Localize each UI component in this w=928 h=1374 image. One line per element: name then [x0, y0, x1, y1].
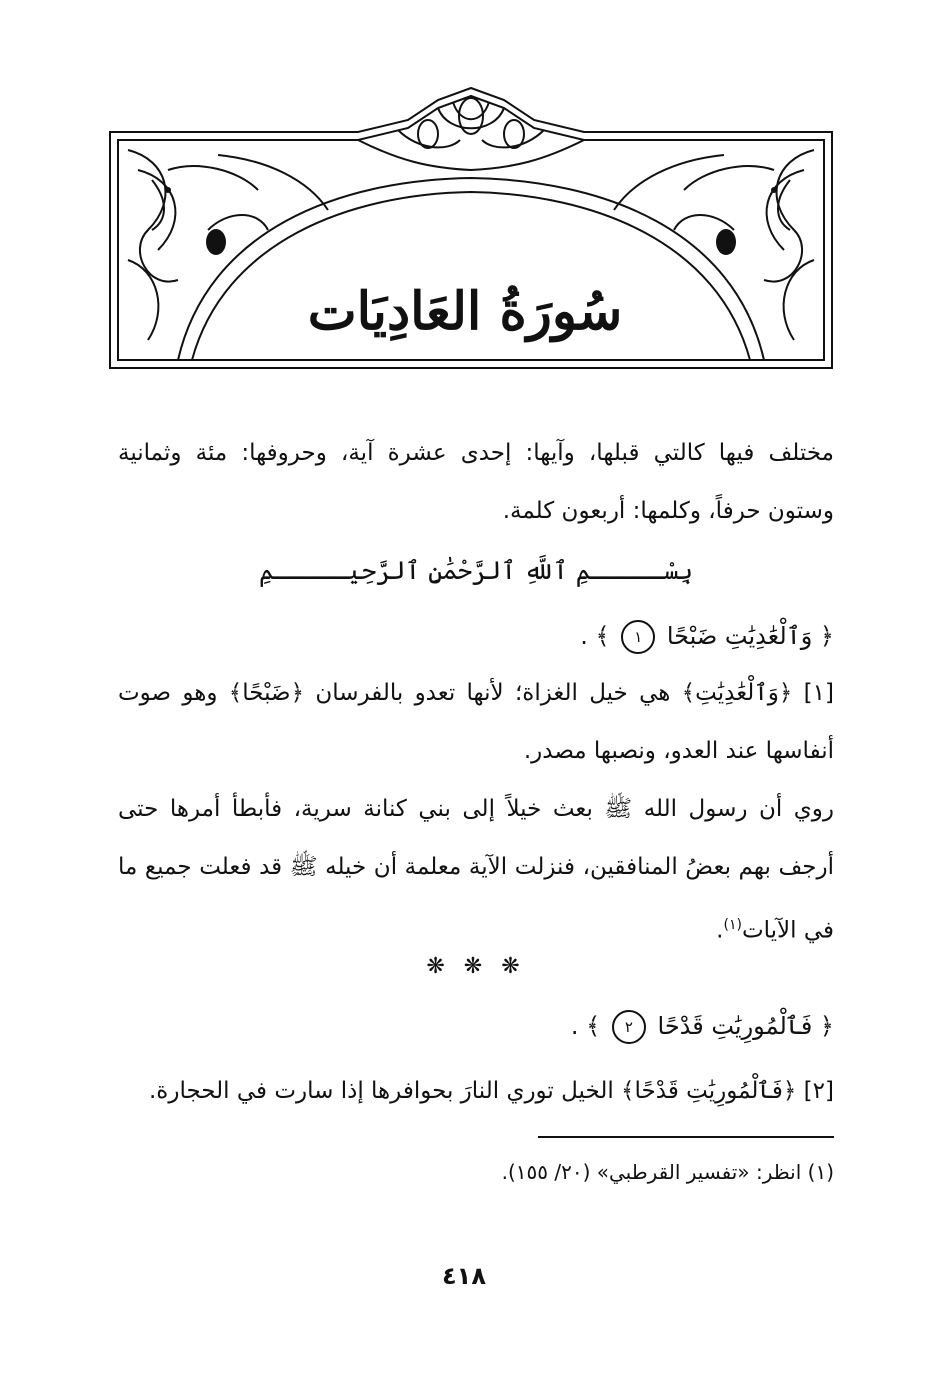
- verse-2: [118, 1010, 834, 1044]
- section-separator: ❋ ❋ ❋: [426, 954, 526, 979]
- footnote: (١) انظر: «تفسير القرطبي» (٢٠/ ١٥٥).: [501, 1160, 834, 1184]
- commentary-2: [٢] ﴿فَٱلْمُورِيَٰتِ قَدْحًا﴾ الخيل توري النارَ بحوافرها إذا سارت في الحجارة.: [148, 1078, 834, 1104]
- narration-end: .: [716, 917, 724, 944]
- basmala: بِسْـــــمِ ٱللَّهِ ٱلرَّحْمَٰنِ ٱلرَّحِيـــــمِ: [259, 556, 693, 585]
- intro-paragraph: مختلف فيها كالتي قبلها، وآيها: إحدى عشرة آية، وحروفها: مئة وثمانية وستون حرفاً، وكلمها: أربعون كلمة.: [118, 440, 834, 524]
- verse-2-close: ﴾ .: [570, 1012, 601, 1040]
- footnote-divider: [538, 1136, 834, 1138]
- commentary-1: [١] ﴿وَٱلْعَٰدِيَٰتِ﴾ هي خيل الغزاة؛ لأنها تعدو بالفرسان ﴿ضَبْحًا﴾ وهو صوت أنفاسها عند العدو، ونصبها مصدر.: [118, 680, 834, 764]
- surah-title: سُورَةُ العَادِيَات: [307, 281, 623, 342]
- verse-2-number: ٢: [612, 1010, 646, 1044]
- verse-1-close: ﴾ .: [580, 622, 610, 650]
- verse-2-text: ﴿ فَٱلْمُورِيَٰتِ قَدْحًا: [657, 1012, 834, 1040]
- footnote-ref: (١): [723, 917, 742, 933]
- narration-paragraph: [118, 780, 834, 960]
- verse-1-number: ١: [621, 620, 655, 654]
- narration-text: روي أن رسول الله ﷺ بعث خيلاً إلى بني كنانة سرية، فأبطأ أمرها حتى أرجف بهم بعضُ المنافقين، فنزلت الآية معلمة أن خيله ﷺ قد فعلت جميع ما في الآيات: [118, 796, 834, 944]
- verse-1-text: ﴿ وَٱلْعَٰدِيَٰتِ ضَبْحًا: [666, 622, 834, 650]
- page-number: ٤١٨: [442, 1262, 486, 1290]
- verse-1: [118, 620, 834, 654]
